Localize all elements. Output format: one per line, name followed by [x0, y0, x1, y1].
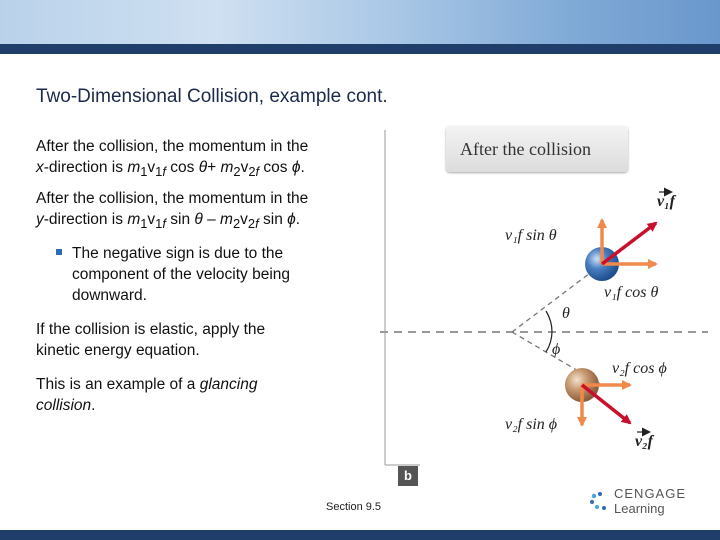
paragraph-elastic [36, 319, 366, 361]
text-line: kinetic energy equation. [36, 342, 200, 359]
equation-line-x: x-direction is $m_1v_{1f}$ $\cos \theta+ m_2v_{2f}$ cos ϕ. [36, 159, 305, 180]
logo-brand-text: CENGAGE [614, 486, 687, 501]
footer-band [0, 530, 720, 540]
bullet-text [72, 243, 362, 306]
equation-line-y: y-direction is $m_1v_{1f}$ sin θ – $m_2v_{2f}$ sin ϕ. [36, 211, 301, 232]
text-line: component of the velocity being [72, 266, 290, 283]
paragraph-glancing [36, 374, 366, 416]
slide-title: Two-Dimensional Collision, example cont. [36, 86, 388, 107]
v2f-sin-label: v₂f sin ϕ [505, 416, 558, 433]
text-line: The negative sign is due to the [72, 245, 284, 262]
collision-diagram [380, 120, 715, 492]
theta-label: θ [562, 305, 570, 322]
publisher-logo [588, 486, 698, 518]
figure-part-tag: b [398, 466, 418, 486]
v2f-cos-label: v₂f cos ϕ [612, 360, 667, 377]
v2f-vector-label: v₂f [635, 433, 654, 450]
header-band [0, 0, 720, 54]
cengage-logo-icon [588, 490, 612, 514]
theta-arc [546, 311, 552, 332]
text-line: After the collision, the momentum in the [36, 138, 309, 155]
logo-sub-text: Learning [614, 501, 665, 516]
phi-label: ϕ [552, 341, 561, 358]
v1f-sin-label: v₁f sin θ [505, 227, 557, 244]
v1f-vector-arrow [602, 223, 656, 264]
text-line: After the collision, the momentum in the [36, 190, 309, 207]
text-line: This is an example of a glancing [36, 376, 258, 393]
v1f-cos-label: v₁f cos θ [604, 284, 659, 301]
v2f-vector-arrow [582, 385, 630, 423]
paragraph-y-momentum [36, 188, 366, 234]
v1f-vector-label: v₁f [657, 193, 676, 210]
paragraph-x-momentum [36, 136, 366, 182]
text-line: collision. [36, 397, 96, 414]
text-line: If the collision is elastic, apply the [36, 321, 266, 338]
text-line: downward. [72, 287, 147, 304]
footer-section-label: Section 9.5 [326, 501, 382, 513]
figure-caption: After the collision [460, 139, 591, 159]
bullet-square-icon [56, 249, 62, 255]
